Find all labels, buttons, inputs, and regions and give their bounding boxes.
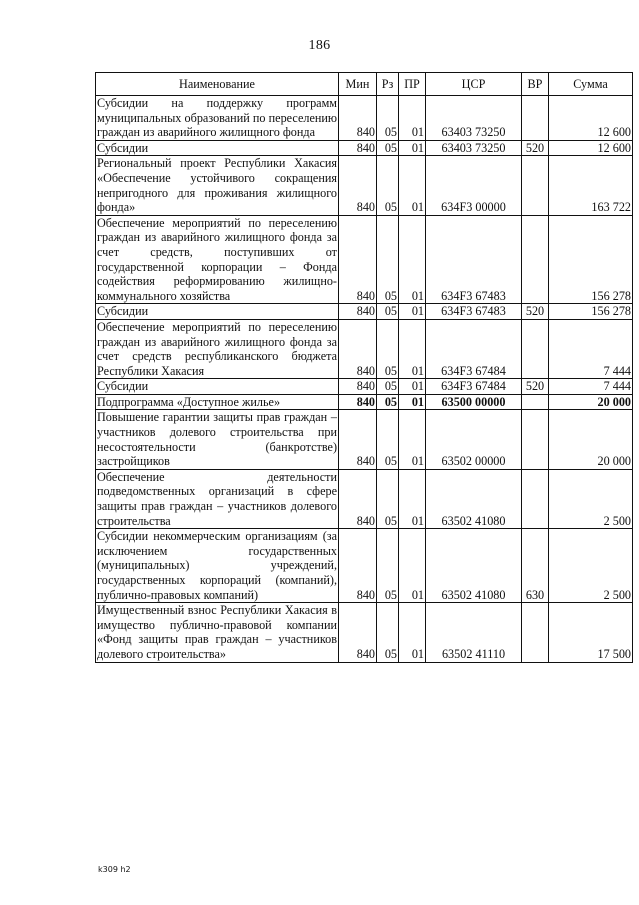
row-min-cell: 840 <box>339 304 377 320</box>
row-csr-cell: 634F3 67483 <box>426 304 522 320</box>
row-csr-cell: 63502 41080 <box>426 529 522 603</box>
row-sum-cell: 12 600 <box>549 140 633 156</box>
table-row <box>96 529 633 603</box>
row-rz-cell: 05 <box>377 140 399 156</box>
row-min-cell: 840 <box>339 319 377 378</box>
row-csr-cell: 634F3 00000 <box>426 156 522 215</box>
row-name-cell: Обеспечение мероприятий по переселению граждан из аварийного жилищного фонда за счет средств республиканского бюджета Республики Хакасия <box>97 319 337 378</box>
row-sum-cell: 17 500 <box>549 603 633 662</box>
row-pr-cell: 01 <box>399 319 426 378</box>
row-vr-cell: 520 <box>522 379 549 395</box>
row-csr-cell: 634F3 67484 <box>426 379 522 395</box>
table-row <box>96 394 633 410</box>
row-pr-cell: 01 <box>399 603 426 662</box>
budget-table <box>95 72 633 663</box>
row-min-cell: 840 <box>339 156 377 215</box>
row-rz-cell: 05 <box>377 156 399 215</box>
row-name-cell: Повышение гарантии защиты прав граждан – участников долевого строительства при несостоятельности (банкротстве) застройщиков <box>97 410 337 469</box>
row-csr-cell: 63403 73250 <box>426 140 522 156</box>
table-row <box>96 603 633 662</box>
table-row <box>96 156 633 215</box>
row-vr-cell <box>522 394 549 410</box>
row-sum-cell: 7 444 <box>549 379 633 395</box>
row-csr-cell: 63403 73250 <box>426 96 522 141</box>
row-min-cell: 840 <box>339 410 377 469</box>
row-sum-cell: 156 278 <box>549 304 633 320</box>
row-pr-cell: 01 <box>399 529 426 603</box>
header-csr: ЦСР <box>426 73 522 96</box>
row-sum-cell: 156 278 <box>549 215 633 304</box>
row-rz-cell: 05 <box>377 215 399 304</box>
row-vr-cell <box>522 469 549 528</box>
row-pr-cell: 01 <box>399 469 426 528</box>
page-number: 186 <box>308 38 331 53</box>
row-pr-cell: 01 <box>399 394 426 410</box>
row-name-cell: Субсидии на поддержку программ муниципальных образований по переселению граждан из аварийного жилищного фонда <box>97 96 337 140</box>
row-pr-cell: 01 <box>399 156 426 215</box>
row-pr-cell: 01 <box>399 304 426 320</box>
row-rz-cell: 05 <box>377 410 399 469</box>
table-header-row <box>96 73 633 96</box>
row-pr-cell: 01 <box>399 96 426 141</box>
row-vr-cell <box>522 410 549 469</box>
table-row <box>96 140 633 156</box>
header-sum: Сумма <box>549 73 633 96</box>
row-rz-cell: 05 <box>377 379 399 395</box>
row-pr-cell: 01 <box>399 140 426 156</box>
row-name-cell: Имущественный взнос Республики Хакасия в имущество публично-правовой компании «Фонд защиты прав граждан – участников долевого строительства» <box>97 603 337 661</box>
row-vr-cell <box>522 96 549 141</box>
row-sum-cell: 163 722 <box>549 156 633 215</box>
table-row <box>96 379 633 395</box>
row-pr-cell: 01 <box>399 410 426 469</box>
row-name-cell: Региональный проект Республики Хакасия «Обеспечение устойчивого сокращения непригодного для проживания жилищного фонда» <box>97 156 337 215</box>
row-rz-cell: 05 <box>377 319 399 378</box>
row-name-cell: Субсидии <box>96 140 339 156</box>
row-min-cell: 840 <box>339 215 377 304</box>
row-min-cell: 840 <box>339 469 377 528</box>
row-rz-cell: 05 <box>377 304 399 320</box>
row-rz-cell: 05 <box>377 96 399 141</box>
row-vr-cell <box>522 319 549 378</box>
table-row <box>96 319 633 378</box>
row-name-cell: Обеспечение мероприятий по переселению граждан из аварийного жилищного фонда за счет средств, поступивших от государственной корпорации – Фонда содействия реформированию жилищно-коммунального хозяйства <box>97 215 337 303</box>
table-row <box>96 96 633 141</box>
table-row <box>96 410 633 469</box>
row-rz-cell: 05 <box>377 603 399 662</box>
row-sum-cell: 20 000 <box>549 394 633 410</box>
header-vr: ВР <box>522 73 549 96</box>
header-min: Мин <box>339 73 377 96</box>
row-sum-cell: 2 500 <box>549 469 633 528</box>
header-pr: ПР <box>399 73 426 96</box>
table-row <box>96 304 633 320</box>
table-row <box>96 215 633 304</box>
table-row <box>96 469 633 528</box>
row-sum-cell: 7 444 <box>549 319 633 378</box>
row-name-cell: Подпрограмма «Доступное жилье» <box>96 394 339 410</box>
row-min-cell: 840 <box>339 140 377 156</box>
row-sum-cell: 20 000 <box>549 410 633 469</box>
row-min-cell: 840 <box>339 379 377 395</box>
header-name: Наименование <box>96 73 339 96</box>
row-min-cell: 840 <box>339 96 377 141</box>
row-min-cell: 840 <box>339 529 377 603</box>
row-csr-cell: 63500 00000 <box>426 394 522 410</box>
row-pr-cell: 01 <box>399 379 426 395</box>
row-min-cell: 840 <box>339 394 377 410</box>
row-sum-cell: 2 500 <box>549 529 633 603</box>
row-rz-cell: 05 <box>377 529 399 603</box>
row-name-cell: Субсидии <box>96 304 339 320</box>
row-vr-cell: 520 <box>522 304 549 320</box>
table-body <box>96 96 633 663</box>
row-csr-cell: 634F3 67484 <box>426 319 522 378</box>
row-csr-cell: 63502 00000 <box>426 410 522 469</box>
row-vr-cell <box>522 603 549 662</box>
row-vr-cell: 630 <box>522 529 549 603</box>
row-name-cell: Субсидии некоммерческим организациям (за исключением государственных (муниципальных) учреждений, государственных корпораций (компаний), публично-правовых компаний) <box>97 529 337 602</box>
row-rz-cell: 05 <box>377 394 399 410</box>
row-name-cell: Обеспечение деятельности подведомственных организаций в сфере защиты прав граждан – участников долевого строительства <box>97 469 337 528</box>
row-csr-cell: 634F3 67483 <box>426 215 522 304</box>
row-name-cell: Субсидии <box>96 379 339 395</box>
row-vr-cell <box>522 156 549 215</box>
header-rz: Рз <box>377 73 399 96</box>
row-vr-cell: 520 <box>522 140 549 156</box>
footer-code: k309 h2 <box>98 865 131 874</box>
row-csr-cell: 63502 41080 <box>426 469 522 528</box>
row-sum-cell: 12 600 <box>549 96 633 141</box>
row-min-cell: 840 <box>339 603 377 662</box>
row-rz-cell: 05 <box>377 469 399 528</box>
row-vr-cell <box>522 215 549 304</box>
row-pr-cell: 01 <box>399 215 426 304</box>
row-csr-cell: 63502 41110 <box>426 603 522 662</box>
